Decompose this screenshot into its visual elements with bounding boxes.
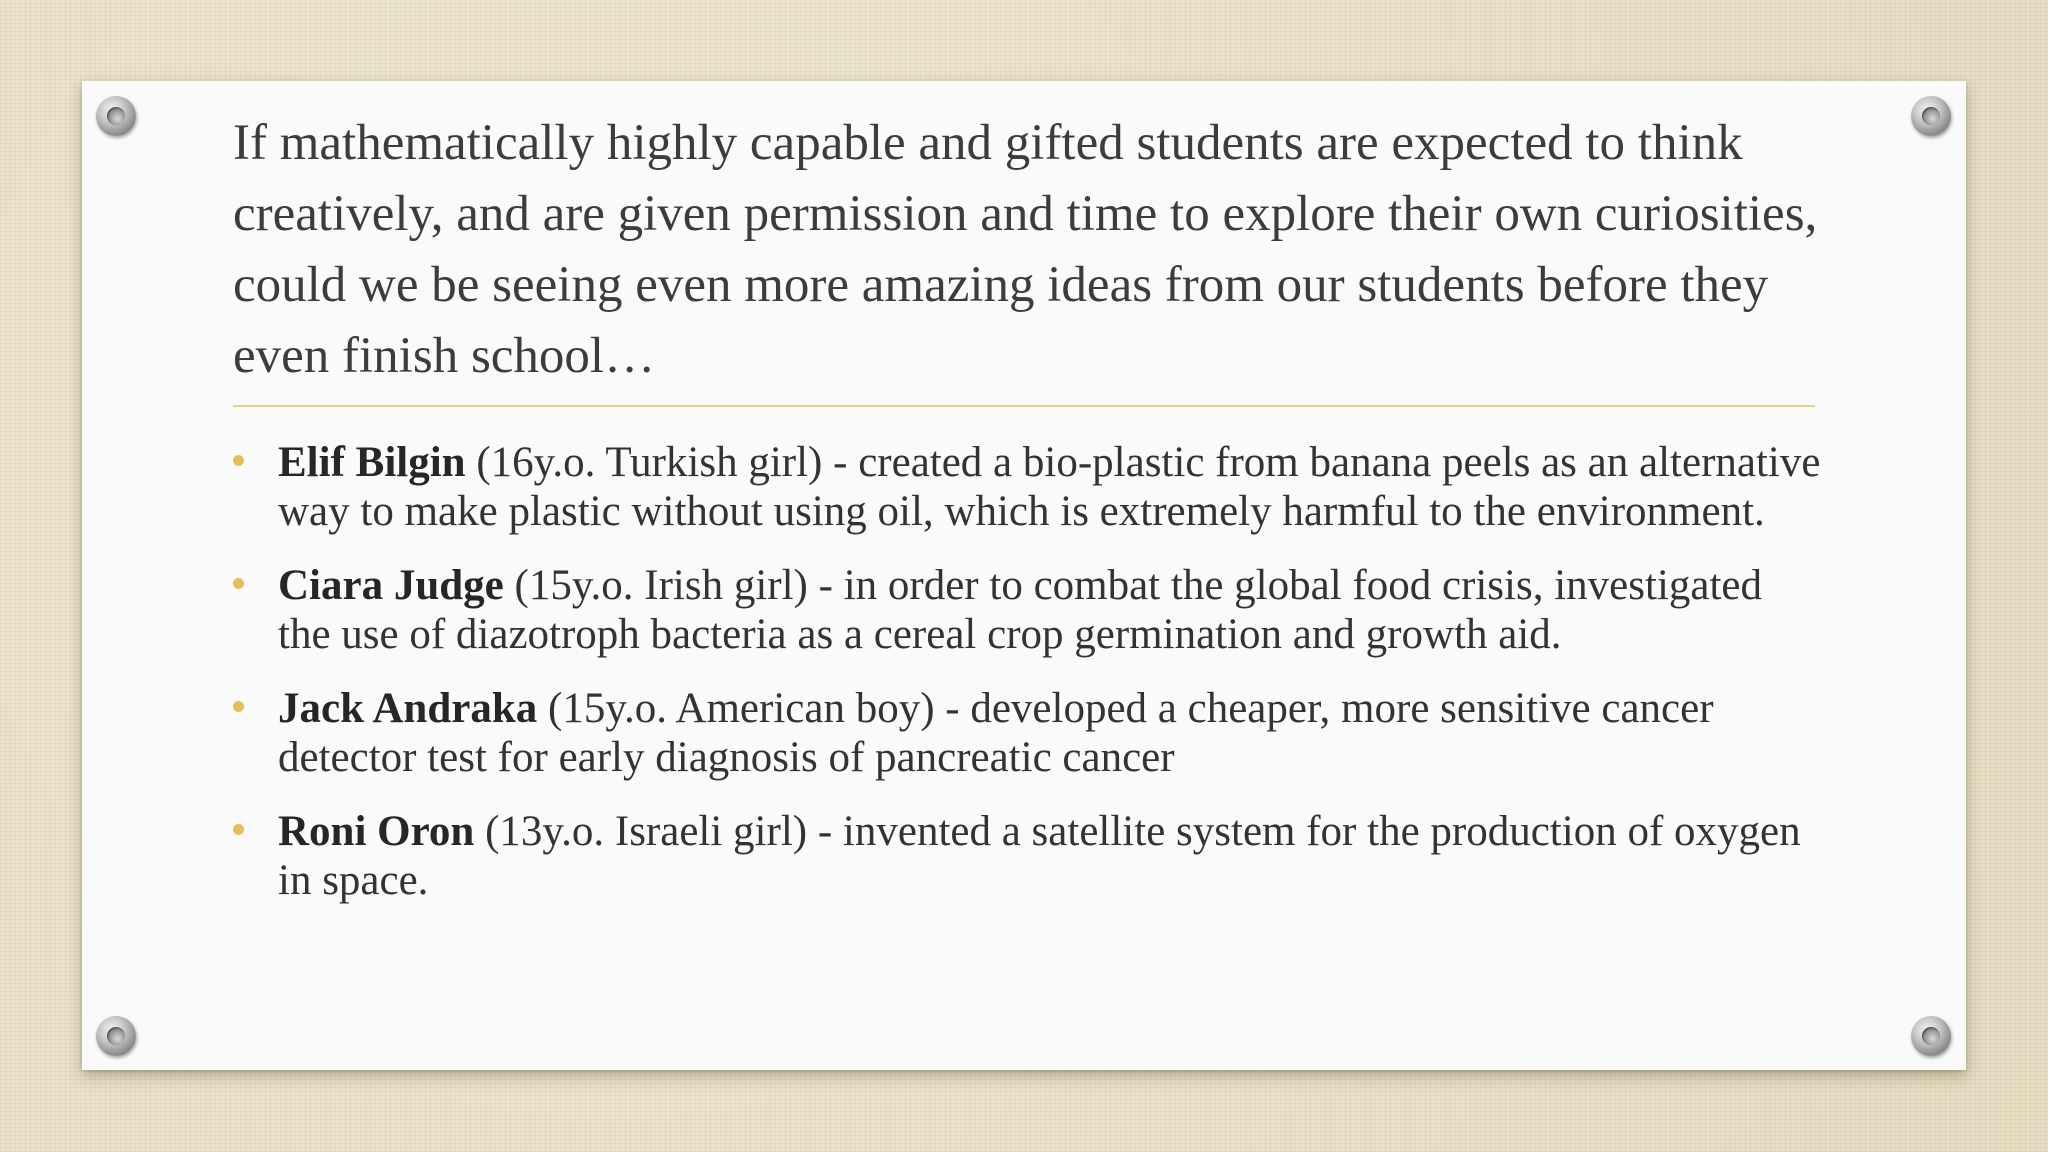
grommet-bottom-right-icon — [1911, 1016, 1951, 1056]
bullet-item-jack-andraka — [233, 684, 1823, 782]
bullet-text: (13y.o. Israeli girl) - invented a satellite system for the production of oxygen in space. — [278, 808, 1801, 904]
bullet-name: Jack Andraka — [278, 685, 538, 732]
bullet-item-elif-bilgin — [233, 438, 1823, 536]
bullet-item-roni-oron — [233, 807, 1823, 905]
bullet-name: Ciara Judge — [278, 562, 504, 609]
bullet-text: (15y.o. Irish girl) - in order to combat the global food crisis, investigated the use of diazotroph bacteria as a cereal crop germination and growth aid. — [278, 562, 1763, 658]
slide-title: If mathematically highly capable and gifted students are expected to think creatively, and are given permission and time to explore their own curiosities, could we be seeing even more amazing ideas from our students before they even finish school… — [233, 115, 1818, 384]
grommet-top-left-icon — [96, 96, 136, 136]
bullet-text: (16y.o. Turkish girl) - created a bio-plastic from banana peels as an alternative way to make plastic without using oil, which is extremely harmful to the environment. — [278, 439, 1821, 535]
bullet-text: (15y.o. American boy) - developed a cheaper, more sensitive cancer detector test for early diagnosis of pancreatic cancer — [278, 685, 1714, 781]
bullet-item-ciara-judge — [233, 561, 1823, 659]
bullet-list — [233, 438, 1823, 930]
bullet-name: Elif Bilgin — [278, 439, 466, 486]
grommet-bottom-left-icon — [96, 1016, 136, 1056]
bullet-name: Roni Oron — [278, 808, 475, 855]
title-divider — [233, 405, 1815, 407]
grommet-top-right-icon — [1911, 96, 1951, 136]
